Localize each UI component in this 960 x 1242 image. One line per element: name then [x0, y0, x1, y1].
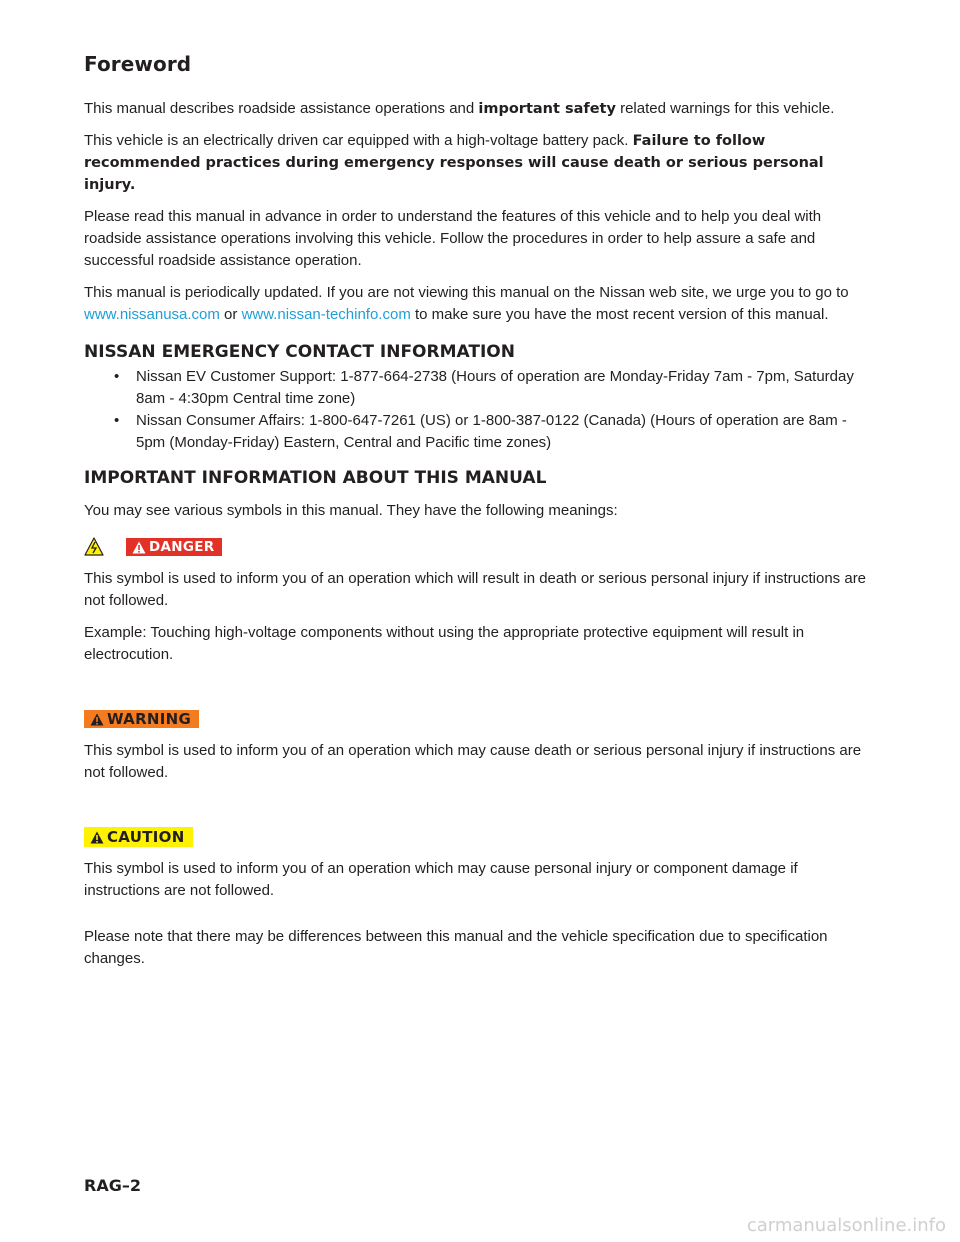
- high-voltage-warning-icon: [84, 537, 104, 557]
- emergency-contact-heading: NISSAN EMERGENCY CONTACT INFORMATION: [84, 342, 515, 362]
- bold-text: Failure to follow recommended practices during emergency responses will cause death or serious personal injury.: [84, 133, 824, 193]
- foreword-paragraph-3: Please read this manual in advance in order to understand the features of this vehicle and to help you deal with roadside assistance operations involving this vehicle. Follow the procedures in order to help assure a safe and successful roadside assistance operation.: [84, 208, 822, 269]
- list-item: [84, 410, 874, 454]
- text: This manual describes roadside assistance operations and: [84, 100, 479, 117]
- text: This vehicle is an electrically driven car equipped with a high-voltage battery pack.: [84, 132, 633, 149]
- list-item-text: Nissan Consumer Affairs: 1-800-647-7261 (US) or 1-800-387-0122 (Canada) (Hours of operation are 8am - 5pm (Monday-Friday) Eastern, Central and Pacific time zones): [136, 412, 847, 451]
- caution-symbol-row: [84, 826, 874, 848]
- warning-label: WARNING: [107, 710, 192, 728]
- nissanusa-link[interactable]: www.nissanusa.com: [84, 306, 220, 323]
- emergency-contact-list: [84, 366, 874, 454]
- list-item-text: Nissan EV Customer Support: 1-877-664-2738 (Hours of operation are Monday-Friday 7am - 7pm, Saturday 8am - 4:30pm Central time zone): [136, 368, 854, 407]
- text: or: [219, 306, 242, 323]
- exclamation-triangle-icon: [132, 541, 146, 554]
- page-title: Foreword: [84, 52, 192, 76]
- caution-description: This symbol is used to inform you of an operation which may cause personal injury or component damage if instructions are not followed.: [84, 860, 798, 899]
- specification-note: Please note that there may be differences between this manual and the vehicle specification due to specification changes.: [84, 928, 828, 967]
- symbols-intro: You may see various symbols in this manual. They have the following meanings:: [84, 502, 618, 519]
- caution-badge: [84, 827, 193, 847]
- danger-badge: [126, 538, 222, 556]
- list-item: [84, 366, 874, 410]
- danger-description: This symbol is used to inform you of an operation which will result in death or serious personal injury if instructions are not followed.: [84, 570, 867, 609]
- exclamation-triangle-icon: [90, 831, 104, 844]
- foreword-paragraph-1: [84, 98, 874, 120]
- warning-description: This symbol is used to inform you of an operation which may cause death or serious personal injury if instructions are not followed.: [84, 742, 862, 781]
- important-information-heading: IMPORTANT INFORMATION ABOUT THIS MANUAL: [84, 468, 547, 488]
- page-content: [84, 52, 874, 980]
- foreword-paragraph-2: [84, 130, 874, 196]
- warning-symbol-row: [84, 708, 874, 730]
- watermark: carmanualsonline.info: [746, 1215, 946, 1236]
- danger-label: DANGER: [149, 539, 215, 555]
- text: to make sure you have the most recent version of this manual.: [410, 306, 829, 323]
- bullet: •: [114, 412, 120, 429]
- danger-symbol-row: [84, 536, 874, 558]
- exclamation-triangle-icon: [90, 713, 104, 726]
- bold-text: important safety: [478, 101, 616, 117]
- foreword-paragraph-4: [84, 282, 874, 326]
- warning-badge: [84, 710, 199, 728]
- page-number: RAG–2: [84, 1176, 141, 1195]
- danger-example: Example: Touching high-voltage components without using the appropriate protective equipment will result in electrocution.: [84, 624, 805, 663]
- caution-label: CAUTION: [107, 828, 185, 846]
- text: This manual is periodically updated. If you are not viewing this manual on the Nissan web site, we urge you to go to: [84, 284, 849, 301]
- bullet: •: [114, 368, 120, 385]
- nissan-techinfo-link[interactable]: www.nissan-techinfo.com: [241, 306, 411, 323]
- text: related warnings for this vehicle.: [615, 100, 835, 117]
